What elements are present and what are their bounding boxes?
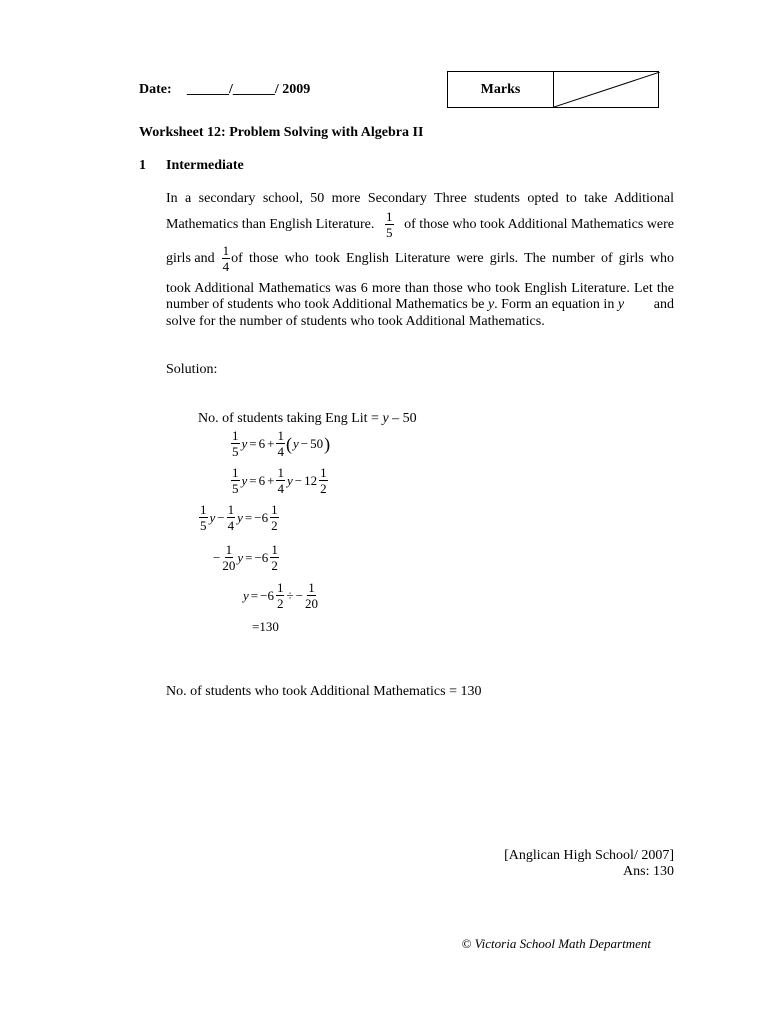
solution-label: Solution: [166,362,218,377]
equation-step-3: $\frac{1}{5}$ y − $\frac{1}{4}$ y = −6 $\frac{1}{2}$ [200,502,278,533]
final-answer-line: No. of students who took Additional Mathematics = 130 [166,684,482,699]
marks-label: Marks [448,72,554,107]
question-level: Intermediate [166,158,244,173]
equation-step-5: y = −6 $\frac{1}{2}$ ÷ − $\frac{1}{20}$ [243,580,318,611]
question-line-2 [166,210,674,239]
question-number: 1 [139,158,146,173]
variable-y-2: y [617,297,625,312]
worksheet-title: Worksheet 12: Problem Solving with Algebra II [139,125,424,140]
equation-step-1: $\frac{1}{5}$ y = 6 + $\frac{1}{4}$ ( y − 50 ) [232,428,331,459]
fraction-one-quarter: $\frac{1}{4}$ [222,243,230,274]
eng-lit-line: No. of students taking Eng Lit = y – 50 [198,411,417,426]
equation-step-4: − $\frac{1}{20}$ y = −6 $\frac{1}{2}$ [213,542,278,573]
question-line-5b: . Form an equation in [494,297,615,312]
question-line-5 [166,297,674,313]
copyright-footer: © Victoria School Math Department [461,936,651,951]
question-line-5a: number of students who took Additional Mathematics be [166,297,485,312]
answer-line: Ans: 130 [623,864,674,879]
question-line-2a: Mathematics than English Literature. [166,216,375,232]
date-label: Date: [139,82,172,97]
question-line-3a: girls and [166,250,215,266]
variable-y: y [487,297,495,312]
date-value: ______/______/ 2009 [187,82,311,97]
question-line-2b: of those who took Additional Mathematics were [404,216,674,232]
marks-box [447,71,659,108]
question-line-5c: and [653,297,674,312]
marks-cell [554,72,658,107]
marks-diagonal-line [554,72,660,107]
equation-step-2: $\frac{1}{5}$ y = 6 + $\frac{1}{4}$ y − 12 $\frac{1}{2}$ [232,465,327,496]
question-line-4: took Additional Mathematics was 6 more than those who took English Literature. Let the [166,281,674,296]
fraction-one-fifth: $\frac{1}{5}$ [386,209,393,240]
question-line-6: solve for the number of students who took Additional Mathematics. [166,314,545,329]
question-line-3b: of those who took English Literature were girls. The number of girls who [231,250,674,266]
question-line-1: In a secondary school, 50 more Secondary Three students opted to take Additional [166,191,674,206]
equation-result: =130 [252,619,279,634]
question-line-3 [166,244,674,273]
source-citation: [Anglican High School/ 2007] [504,848,674,863]
